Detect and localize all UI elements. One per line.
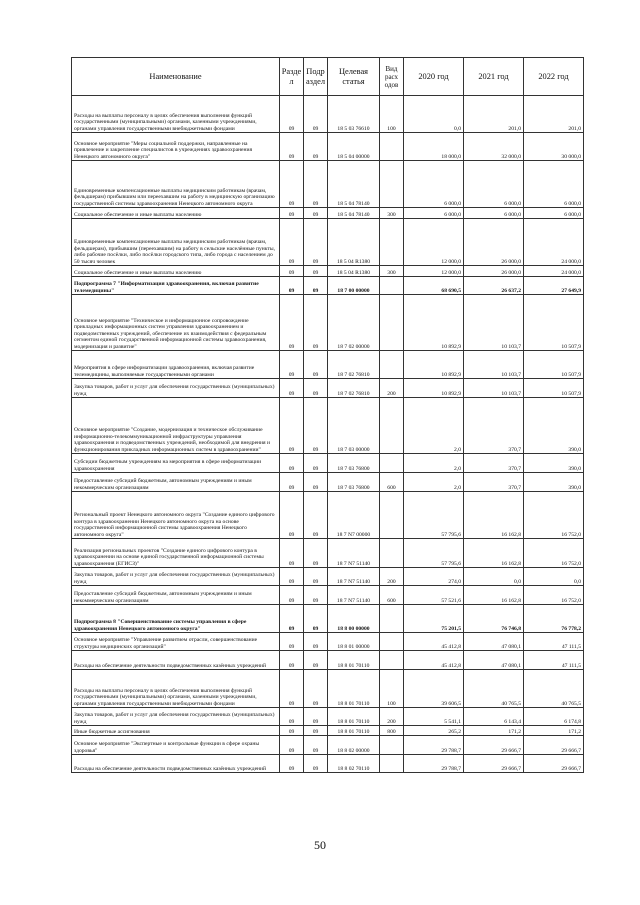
row-name-cell: Подпрограмма 7 "Информатизация здравоохранения, включая развитие телемедицины" — [72, 277, 280, 295]
row-2020-cell: 45 412,8 — [404, 633, 464, 651]
row-razdel-cell: 09 — [280, 454, 304, 473]
header-article: Целевая статья — [328, 58, 380, 96]
row-2021-cell: 171,2 — [464, 726, 524, 736]
row-article-cell: 18 5 04 R1380 — [328, 219, 380, 266]
row-vid-cell — [380, 277, 404, 295]
row-vid-cell — [380, 219, 404, 266]
table-row — [72, 96, 584, 133]
row-name-cell: Основное мероприятие "Техническое и информационное сопровождение прикладных информационных систем управления здравоохранением и подведомственных учреждений, обеспечение их взаимодействия с федеральным сегментом единой государственной информационной системы здравоохранения, модернизация и развитие" — [72, 295, 280, 351]
row-name-cell: Единовременные компенсационные выплаты медицинским работникам (врачам, фельдшерам), прибывшим (переехавшим) на работу в сельские населённые пункты, либо рабочие посёлки, либо посёлки городского типа, либо города с населением до 50 тысяч человек — [72, 219, 280, 266]
row-2022-cell: 6 000,0 — [524, 161, 584, 208]
row-article-cell: 18 7 03 00000 — [328, 398, 380, 454]
row-2021-cell: 6 000,0 — [464, 208, 524, 219]
header-2022: 2022 год — [524, 58, 584, 96]
row-podrazdel-cell: 09 — [304, 670, 328, 708]
row-vid-cell — [380, 605, 404, 633]
row-article-cell: 18 5 03 76610 — [328, 96, 380, 133]
table-row — [72, 266, 584, 277]
row-2020-cell: 274,0 — [404, 568, 464, 586]
row-vid-cell — [380, 295, 404, 351]
row-2022-cell: 390,0 — [524, 473, 584, 492]
row-podrazdel-cell: 09 — [304, 96, 328, 133]
row-2021-cell: 29 666,7 — [464, 755, 524, 773]
row-article-cell: 18 8 00 00000 — [328, 605, 380, 633]
row-article-cell: 18 7 03 76800 — [328, 454, 380, 473]
row-vid-cell — [380, 492, 404, 539]
row-razdel-cell: 09 — [280, 277, 304, 295]
row-podrazdel-cell: 09 — [304, 633, 328, 651]
row-vid-cell — [380, 161, 404, 208]
row-2020-cell: 6 000,0 — [404, 208, 464, 219]
table-body — [72, 96, 584, 773]
row-name-cell: Социальное обеспечение и иные выплаты населению — [72, 266, 280, 277]
row-vid-cell: 600 — [380, 586, 404, 605]
row-2020-cell: 29 788,7 — [404, 736, 464, 755]
row-2021-cell: 10 103,7 — [464, 295, 524, 351]
row-vid-cell — [380, 651, 404, 670]
header-name: Наименование — [72, 58, 280, 96]
row-article-cell: 18 8 02 70110 — [328, 755, 380, 773]
header-razdel: Разде л — [280, 58, 304, 96]
row-2022-cell: 390,0 — [524, 454, 584, 473]
table-row — [72, 539, 584, 568]
row-podrazdel-cell: 09 — [304, 492, 328, 539]
row-2020-cell: 12 000,0 — [404, 219, 464, 266]
row-2021-cell: 370,7 — [464, 398, 524, 454]
row-razdel-cell: 09 — [280, 605, 304, 633]
row-2020-cell: 6 000,0 — [404, 161, 464, 208]
row-vid-cell — [380, 539, 404, 568]
row-2020-cell: 75 201,5 — [404, 605, 464, 633]
row-name-cell: Расходы на выплаты персоналу в целях обеспечения выполнения функций государственными (муниципальными) органами, казенными учреждениями, органами управления государственными внебюджетными фондами — [72, 96, 280, 133]
row-article-cell: 18 7 N7 00000 — [328, 492, 380, 539]
table-row — [72, 277, 584, 295]
row-article-cell: 18 8 01 70110 — [328, 726, 380, 736]
row-razdel-cell: 09 — [280, 586, 304, 605]
budget-table — [71, 57, 584, 773]
row-2020-cell: 10 892,9 — [404, 351, 464, 379]
row-2021-cell: 47 080,1 — [464, 651, 524, 670]
table-row — [72, 398, 584, 454]
table-row — [72, 605, 584, 633]
row-2022-cell: 201,0 — [524, 96, 584, 133]
row-2021-cell: 16 162,8 — [464, 586, 524, 605]
row-2022-cell: 47 111,5 — [524, 633, 584, 651]
row-podrazdel-cell: 09 — [304, 755, 328, 773]
row-razdel-cell: 09 — [280, 351, 304, 379]
row-2020-cell: 57 521,6 — [404, 586, 464, 605]
table-row — [72, 708, 584, 726]
row-2021-cell: 26 000,0 — [464, 266, 524, 277]
table-row — [72, 133, 584, 161]
table-row — [72, 670, 584, 708]
row-article-cell: 18 7 N7 51140 — [328, 586, 380, 605]
row-razdel-cell: 09 — [280, 708, 304, 726]
row-name-cell: Основное мероприятие "Создание, модернизация и техническое обслуживание информационно-телекоммуникационной инфраструктуры управления здравоохранения и подведомственных учреждений, необходимой для внедрения и функционирования прикладных информационных систем в здравоохранении" — [72, 398, 280, 454]
row-2021-cell: 47 080,1 — [464, 633, 524, 651]
row-2020-cell: 0,0 — [404, 96, 464, 133]
row-name-cell: Предоставление субсидий бюджетным, автономным учреждениям и иным некоммерческим организациям — [72, 473, 280, 492]
row-name-cell: Закупка товаров, работ и услуг для обеспечения государственных (муниципальных) нужд — [72, 379, 280, 398]
row-2022-cell: 29 666,7 — [524, 755, 584, 773]
row-razdel-cell: 09 — [280, 219, 304, 266]
table-row — [72, 568, 584, 586]
row-vid-cell: 100 — [380, 96, 404, 133]
row-razdel-cell: 09 — [280, 473, 304, 492]
row-podrazdel-cell: 09 — [304, 379, 328, 398]
row-podrazdel-cell: 09 — [304, 473, 328, 492]
row-name-cell: Расходы на выплаты персоналу в целях обеспечения выполнения функций государственными (муниципальными) органами, казенными учреждениями, органами управления государственными внебюджетными фондами — [72, 670, 280, 708]
row-podrazdel-cell: 09 — [304, 708, 328, 726]
row-2021-cell: 32 000,0 — [464, 133, 524, 161]
row-2020-cell: 57 795,6 — [404, 492, 464, 539]
row-razdel-cell: 09 — [280, 133, 304, 161]
row-2021-cell: 370,7 — [464, 454, 524, 473]
row-2020-cell: 29 788,7 — [404, 755, 464, 773]
row-article-cell: 18 5 04 00000 — [328, 133, 380, 161]
header-podrazdel: Подр аздел — [304, 58, 328, 96]
row-2020-cell: 5 541,1 — [404, 708, 464, 726]
row-2022-cell: 6 174,8 — [524, 708, 584, 726]
row-name-cell: Иные бюджетные ассигнования — [72, 726, 280, 736]
table-row — [72, 454, 584, 473]
row-2021-cell: 26 637,2 — [464, 277, 524, 295]
row-2022-cell: 10 507,9 — [524, 295, 584, 351]
row-podrazdel-cell: 09 — [304, 277, 328, 295]
row-article-cell: 18 8 02 00000 — [328, 736, 380, 755]
row-name-cell: Субсидии бюджетным учреждениям на мероприятия в сфере информатизации здравоохранения — [72, 454, 280, 473]
table-row — [72, 736, 584, 755]
row-2020-cell: 68 690,5 — [404, 277, 464, 295]
row-2022-cell: 27 649,9 — [524, 277, 584, 295]
row-name-cell: Социальное обеспечение и иные выплаты населению — [72, 208, 280, 219]
row-podrazdel-cell: 09 — [304, 161, 328, 208]
row-2021-cell: 0,0 — [464, 568, 524, 586]
row-2021-cell: 16 162,8 — [464, 539, 524, 568]
row-razdel-cell: 09 — [280, 539, 304, 568]
row-vid-cell: 200 — [380, 568, 404, 586]
row-razdel-cell: 09 — [280, 398, 304, 454]
row-article-cell: 18 8 01 00000 — [328, 633, 380, 651]
row-2022-cell: 6 000,0 — [524, 208, 584, 219]
row-2022-cell: 29 666,7 — [524, 736, 584, 755]
row-razdel-cell: 09 — [280, 670, 304, 708]
row-2020-cell: 18 000,0 — [404, 133, 464, 161]
row-2022-cell: 24 000,0 — [524, 266, 584, 277]
row-name-cell: Закупка товаров, работ и услуг для обеспечения государственных (муниципальных) нужд — [72, 568, 280, 586]
row-podrazdel-cell: 09 — [304, 651, 328, 670]
row-article-cell: 18 8 01 70110 — [328, 670, 380, 708]
table-row — [72, 492, 584, 539]
row-razdel-cell: 09 — [280, 633, 304, 651]
table-row — [72, 208, 584, 219]
row-2021-cell: 6 000,0 — [464, 161, 524, 208]
row-article-cell: 18 7 03 76800 — [328, 473, 380, 492]
row-2021-cell: 6 143,4 — [464, 708, 524, 726]
row-2021-cell: 76 746,8 — [464, 605, 524, 633]
row-2022-cell: 30 000,0 — [524, 133, 584, 161]
table-row — [72, 586, 584, 605]
row-2021-cell: 201,0 — [464, 96, 524, 133]
header-vid: Вид расх одов — [380, 58, 404, 96]
row-article-cell: 18 5 04 78140 — [328, 161, 380, 208]
row-podrazdel-cell: 09 — [304, 736, 328, 755]
header-2021: 2021 год — [464, 58, 524, 96]
row-2022-cell: 0,0 — [524, 568, 584, 586]
row-razdel-cell: 09 — [280, 161, 304, 208]
row-2022-cell: 10 507,9 — [524, 379, 584, 398]
row-podrazdel-cell: 09 — [304, 398, 328, 454]
row-podrazdel-cell: 09 — [304, 133, 328, 161]
row-2021-cell: 40 765,5 — [464, 670, 524, 708]
row-article-cell: 18 7 02 76810 — [328, 351, 380, 379]
header-2020: 2020 год — [404, 58, 464, 96]
row-podrazdel-cell: 09 — [304, 454, 328, 473]
row-article-cell: 18 7 02 76810 — [328, 379, 380, 398]
row-2021-cell: 16 162,8 — [464, 492, 524, 539]
row-2022-cell: 171,2 — [524, 726, 584, 736]
row-vid-cell: 800 — [380, 726, 404, 736]
row-2021-cell: 10 103,7 — [464, 379, 524, 398]
table-row — [72, 726, 584, 736]
row-podrazdel-cell: 09 — [304, 295, 328, 351]
row-razdel-cell: 09 — [280, 295, 304, 351]
table-row — [72, 351, 584, 379]
row-article-cell: 18 7 00 00000 — [328, 277, 380, 295]
row-razdel-cell: 09 — [280, 755, 304, 773]
row-podrazdel-cell: 09 — [304, 266, 328, 277]
row-razdel-cell: 09 — [280, 736, 304, 755]
row-2021-cell: 10 103,7 — [464, 351, 524, 379]
row-podrazdel-cell: 09 — [304, 539, 328, 568]
row-podrazdel-cell: 09 — [304, 568, 328, 586]
row-article-cell: 18 7 N7 51140 — [328, 539, 380, 568]
row-2020-cell: 2,0 — [404, 473, 464, 492]
row-2022-cell: 10 507,9 — [524, 351, 584, 379]
row-2020-cell: 39 606,5 — [404, 670, 464, 708]
row-razdel-cell: 09 — [280, 651, 304, 670]
table-row — [72, 755, 584, 773]
row-name-cell: Региональный проект Ненецкого автономного округа "Создание единого цифрового контура в здравоохранении Ненецкого автономного округа на основе государственной информационной системы здравоохранения Ненецкого автономного округа" — [72, 492, 280, 539]
row-razdel-cell: 09 — [280, 726, 304, 736]
table-row — [72, 633, 584, 651]
row-name-cell: Предоставление субсидий бюджетным, автономным учреждениям и иным некоммерческим организациям — [72, 586, 280, 605]
row-podrazdel-cell: 09 — [304, 219, 328, 266]
row-podrazdel-cell: 09 — [304, 351, 328, 379]
budget-table-sheet — [71, 57, 583, 773]
row-razdel-cell: 09 — [280, 568, 304, 586]
row-2020-cell: 10 892,9 — [404, 379, 464, 398]
row-vid-cell — [380, 755, 404, 773]
row-razdel-cell: 09 — [280, 492, 304, 539]
row-2021-cell: 370,7 — [464, 473, 524, 492]
row-article-cell: 18 8 01 70110 — [328, 651, 380, 670]
row-vid-cell: 300 — [380, 266, 404, 277]
row-2022-cell: 76 778,2 — [524, 605, 584, 633]
row-razdel-cell: 09 — [280, 379, 304, 398]
row-podrazdel-cell: 09 — [304, 726, 328, 736]
row-2020-cell: 2,0 — [404, 398, 464, 454]
row-podrazdel-cell: 09 — [304, 605, 328, 633]
row-article-cell: 18 8 01 70110 — [328, 708, 380, 726]
row-2022-cell: 24 000,0 — [524, 219, 584, 266]
row-name-cell: Расходы на обеспечение деятельности подведомственных казённых учреждений — [72, 651, 280, 670]
row-name-cell: Мероприятия в сфере информатизации здравоохранения, включая развитие телемедицины, выполняемые государственными органами — [72, 351, 280, 379]
row-vid-cell: 300 — [380, 208, 404, 219]
row-name-cell: Основное мероприятие "Меры социальной поддержки, направленные на привлечение и закрепление специалистов в учреждениях здравоохранения Ненецкого автономного округа" — [72, 133, 280, 161]
row-article-cell: 18 5 04 R1380 — [328, 266, 380, 277]
row-name-cell: Единовременные компенсационные выплаты медицинским работникам (врачам, фельдшерам) прибывшим или переехавшим на работу в медицинскую организацию государственной системы здравоохранения Ненецкого автономного округа — [72, 161, 280, 208]
row-razdel-cell: 09 — [280, 96, 304, 133]
row-2022-cell: 16 752,0 — [524, 539, 584, 568]
row-podrazdel-cell: 09 — [304, 586, 328, 605]
table-row — [72, 161, 584, 208]
row-vid-cell — [380, 454, 404, 473]
row-2020-cell: 2,0 — [404, 454, 464, 473]
row-2020-cell: 265,2 — [404, 726, 464, 736]
row-article-cell: 18 7 02 00000 — [328, 295, 380, 351]
table-header-row — [72, 58, 584, 96]
table-row — [72, 473, 584, 492]
row-2022-cell: 390,0 — [524, 398, 584, 454]
row-vid-cell: 200 — [380, 379, 404, 398]
row-vid-cell — [380, 736, 404, 755]
row-2022-cell: 40 765,5 — [524, 670, 584, 708]
row-2022-cell: 47 111,5 — [524, 651, 584, 670]
row-vid-cell — [380, 133, 404, 161]
row-name-cell: Расходы на обеспечение деятельности подведомственных казённых учреждений — [72, 755, 280, 773]
row-2020-cell: 45 412,8 — [404, 651, 464, 670]
row-2022-cell: 16 752,0 — [524, 492, 584, 539]
row-2020-cell: 10 892,9 — [404, 295, 464, 351]
row-2022-cell: 16 752,0 — [524, 586, 584, 605]
page-number: 50 — [314, 838, 326, 852]
table-row — [72, 379, 584, 398]
row-vid-cell — [380, 633, 404, 651]
row-name-cell: Закупка товаров, работ и услуг для обеспечения государственных (муниципальных) нужд — [72, 708, 280, 726]
row-2021-cell: 29 666,7 — [464, 736, 524, 755]
row-name-cell: Основное мероприятие "Экспертные и контрольные функции в сфере охраны здоровья" — [72, 736, 280, 755]
row-vid-cell — [380, 398, 404, 454]
row-name-cell: Реализация региональных проектов "Создание единого цифрового контура в здравоохранении на основе единой государственной информационной системы здравоохранения (ЕГИСЗ)" — [72, 539, 280, 568]
row-2020-cell: 57 795,6 — [404, 539, 464, 568]
row-2021-cell: 26 000,0 — [464, 219, 524, 266]
row-vid-cell — [380, 351, 404, 379]
row-name-cell: Подпрограмма 8 "Совершенствование системы управления в сфере здравоохранения Ненецкого автономного округа" — [72, 605, 280, 633]
row-razdel-cell: 09 — [280, 208, 304, 219]
row-podrazdel-cell: 09 — [304, 208, 328, 219]
row-vid-cell: 600 — [380, 473, 404, 492]
row-vid-cell: 200 — [380, 708, 404, 726]
row-article-cell: 18 7 N7 51140 — [328, 568, 380, 586]
table-row — [72, 219, 584, 266]
row-article-cell: 18 5 04 78140 — [328, 208, 380, 219]
row-vid-cell: 100 — [380, 670, 404, 708]
row-name-cell: Основное мероприятие "Управление развитием отрасли, совершенствование структуры медицинских организаций" — [72, 633, 280, 651]
table-row — [72, 651, 584, 670]
row-2020-cell: 12 000,0 — [404, 266, 464, 277]
table-row — [72, 295, 584, 351]
row-razdel-cell: 09 — [280, 266, 304, 277]
